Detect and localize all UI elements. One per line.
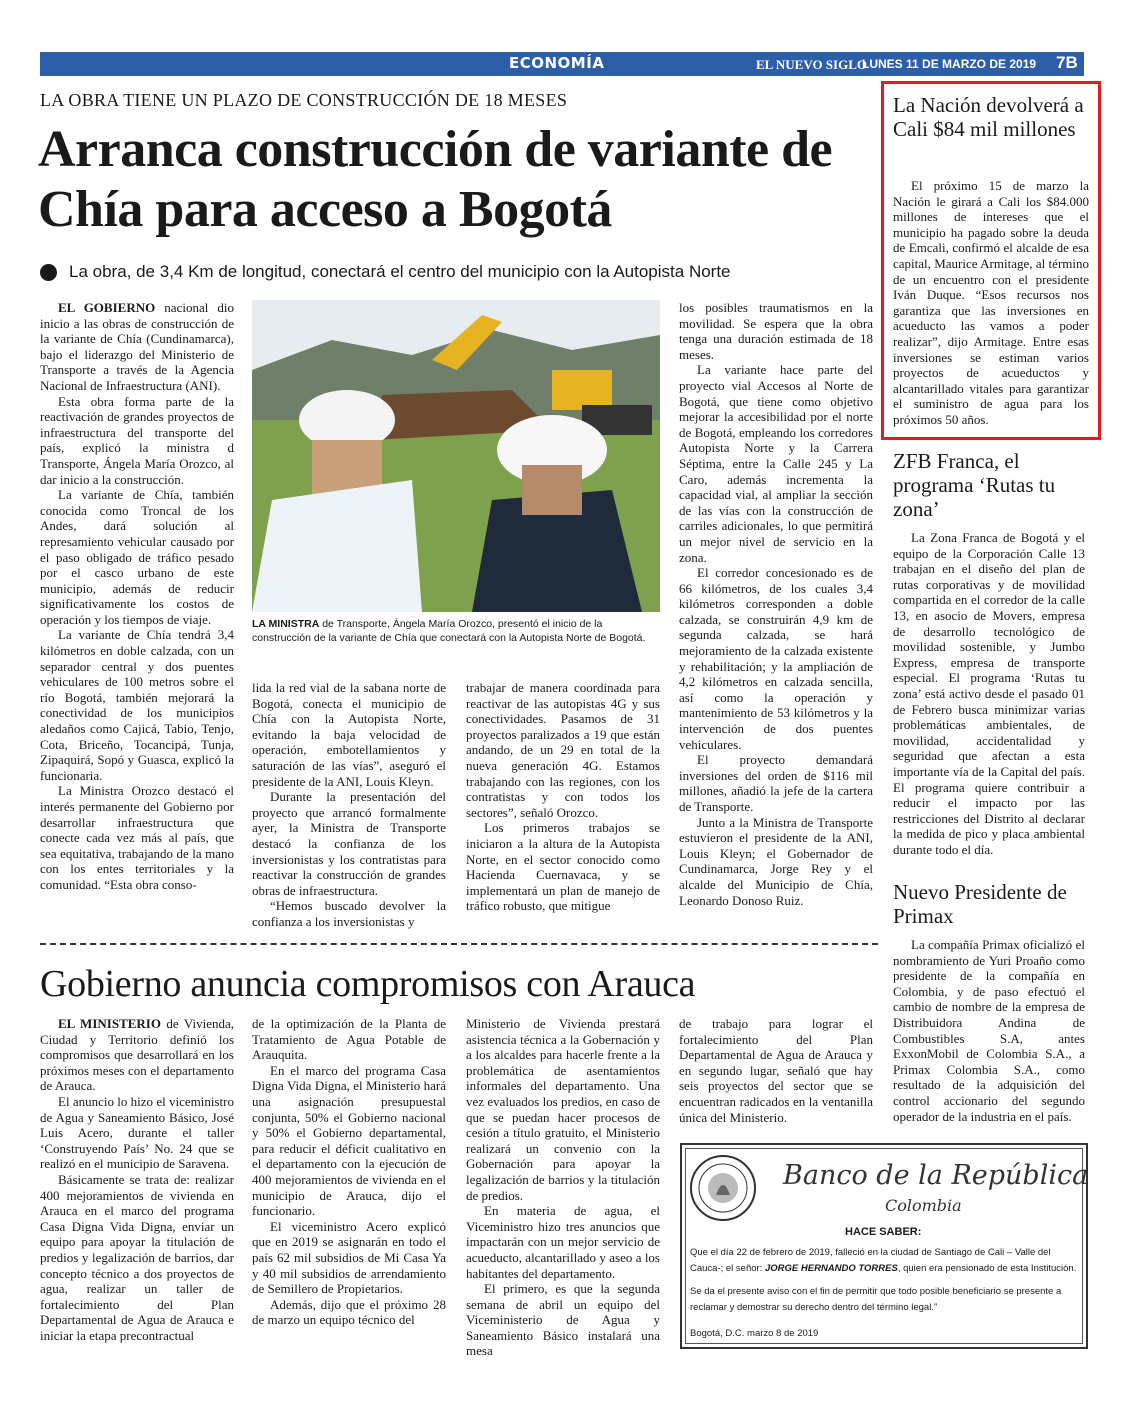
story-column-2 (252, 680, 446, 930)
paragraph: La Zona Franca de Bogotá y el equipo de la Corporación Calle 13 trabajan en el diseño del plan de rutas corporativas y de movilidad compartida en el corredor de la calle 13, en asocio de Movers, empresa de desarrollo tecnológico de movilidad sostenible, y Jumbo Express, empresa de transporte especial. El programa ‘Rutas tu zona’ está activo desde el pasado 01 de Febrero busca minimizar varias problemáticas ambientales, de movilidad, accidentalidad y seguridad que afectan a esta importante vía de la Capital del país. El programa quiere contribuir a reducir el impacto por las restricciones del Distrito al declarar la medida de pico y placa ambiental durante todo el día. (893, 530, 1085, 857)
brief3-body (893, 937, 1085, 1124)
story2-column-2 (252, 1016, 446, 1328)
issue-date: LUNES 11 DE MARZO DE 2019 (862, 57, 1037, 71)
paragraph: El próximo 15 de marzo la Nación le girará a Cali los $84.000 millones de intereses que el municipio ha pagado sobre la deuda de Emcali, confirmó el alcalde de esa capital, Maurice Armitage, al término de un encuentro con el presidente Iván Duque. “Esos recursos nos garantiza que las inversiones en acueducto las vamos a poder realizar”, dijo Armitage. Entre esas inversiones se estiman varios proyectos de acueductos y alcantarillado vitales para garantizar el suministro de agua para los próximos 50 años. (893, 178, 1089, 427)
paragraph: de trabajo para lograr el fortalecimiento del Plan Departamental de Agua de Arauca y en segundo lugar, señaló que hay seis proyectos del sector que se encuentran radicados en la ventanilla única del Ministerio. (679, 1016, 873, 1125)
paragraph: Ministerio de Vivienda prestará asistencia técnica a la Gobernación y a los alcaldes para hacerle frente a la problemática de asentamientos informales del departamento. Una vez evaluados los predios, en caso de que se puedan hacer procesos de cesión a título gratuito, el Ministerio realizará un convenio con la Gobernación para apoyar la legalización de barrios y la titulación de predios. (466, 1016, 660, 1203)
paragraph: El proyecto demandará inversiones del orden de $116 mil millones, añadió la jefe de la cartera de Transporte. (679, 752, 873, 814)
bank-seal-icon (690, 1155, 756, 1221)
paragraph: El primero, es que la segunda semana de abril un equipo del Viceministerio de Agua y Saneamiento Básico instalará una mesa (466, 1281, 660, 1359)
paragraph: EL GOBIERNO nacional dio inicio a las obras de construcción de la variante de Chía (Cundinamarca), bajo el liderazgo del Ministerio de Transporte a través de la Agencia Nacional de Infraestructura (ANI). (40, 300, 235, 393)
brief3-title: Nuevo Presidente de Primax (893, 880, 1067, 928)
photo-illustration (252, 300, 660, 612)
paragraph: trabajar de manera coordinada para reactivar de las autopistas 4G y sus conectividades. Pasamos de 31 proyectos paralizados a 19 que están andando, de un 29 en total de la nueva generación 4G. Estamos trabajando con las regiones, con los contratistas y con todos los sectores”, señaló Orozco. (466, 680, 660, 820)
paragraph: lida la red vial de la sabana norte de Bogotá, conecta el municipio de Chía con la Autopista Norte, evitando la baja velocidad de operación, embotellamientos y saturación de las vías”, aseguró el presidente de la ANI, Louis Kleyn. (252, 680, 446, 789)
bullet-icon (40, 264, 57, 281)
brief2-title: ZFB Franca, el programa ‘Rutas tu zona’ (893, 449, 1056, 521)
paragraph: La variante hace parte del proyecto vial Accesos al Norte de Bogotá, que tiene como objetivo mejorar la accesibilidad por el norte de Bogotá, empleando los corredores Autopista Norte y la Carrera Séptima, entre la Calle 245 y La Caro, además incrementa la capacidad vial, al ampliar la sección de las vías con la construcción de carriles adicionales, lo que permitirá un mejor nivel de servicio en la zona. (679, 362, 873, 565)
story-column-4 (679, 300, 873, 908)
paragraph: Esta obra forma parte de la reactivación de grandes proyectos de infraestructura del transporte del país, explicó la ministra d Transporte, Ángela María Orozco, al dar inicio a la construcción. (40, 393, 234, 487)
subhead-text: La obra, de 3,4 Km de longitud, conectará el centro del municipio con la Autopista Norte (69, 262, 731, 281)
story-headline: Arranca construcción de variante de Chía para acceso a Bogotá (38, 121, 833, 238)
paragraph: Básicamente se trata de: realizar 400 mejoramientos de vivienda en Arauca en el marco del programa Casa Digna Vida Digna, enviar un equipo para apoyar la titulación de predios y legalización de barrios, dar concepto técnico a dos proyectos de agua, realizar un taller de fortalecimiento del Plan Departamental de Agua de Arauca e iniciar la etapa precontractual (40, 1171, 234, 1343)
paragraph: La Ministra Orozco destacó el interés permanente del Gobierno por desarrollar infraestructura que conecte cada vez más al país, que sea equitativa, trabajando de la mano con los entes territoriales y la comunidad. “Esta obra conso- (40, 783, 234, 892)
section-name: ECONOMÍA (509, 54, 605, 72)
notice-text-2: Se da el presente aviso con el fin de permitir que todo posible beneficiario se presente a reclamar y demostrar su derecho dentro del término legal.” (690, 1286, 1062, 1313)
section-divider (40, 943, 878, 945)
bank-country: Colombia (885, 1196, 962, 1215)
story2-column-4 (679, 1016, 873, 1125)
story2-column-1 (40, 1016, 234, 1343)
brief1-title: La Nación devolverá a Cali $84 mil millones (893, 93, 1084, 141)
seal-graphic (692, 1157, 754, 1219)
story2-column-3 (466, 1016, 660, 1359)
paragraph: La compañía Primax oficializó el nombramiento de Yuri Proaño como presidente de la compañía en Colombia, y de paso efectuó el cambio de nombre de la empresa de Distribuidora Andina de Combustibles S.A, antes ExxonMobil de Colombia S.A., a Primax Colombia S.A., como resultado de la adquisición del control accionario del segundo operador de la industria en el país. (893, 937, 1085, 1124)
paragraph: Los primeros trabajos se iniciaron a la altura de la Autopista Norte, en el sector conocido como Hacienda Cuernavaca, y se implementará un plan de manejo de tráfico robusto, que mitigue (466, 820, 660, 914)
notice-text-1: Que el día 22 de febrero de 2019, falleció en la ciudad de Santiago de Cali – Valle del Cauca-; el señor: JORGE HERNANDO TORRES, quien era pensionado de esta Institución. (690, 1247, 1077, 1274)
paragraph: La variante de Chía, también conocida como Troncal de los Andes, dará solución al represamiento vehicular causado por el paso obligado de tráfico pesado por el casco urbano de este municipio, además de reducir significativamente los costos de operación y los tiempos de viaje. (40, 487, 234, 627)
notice-date: Bogotá, D.C. marzo 8 de 2019 (690, 1328, 819, 1339)
paragraph: Además, dijo que el próximo 28 de marzo un equipo técnico del (252, 1296, 446, 1328)
story-photo (252, 300, 660, 612)
newspaper-name: EL NUEVO SIGLO (756, 57, 867, 72)
paragraph: En materia de agua, el Viceministro hizo tres anuncios que impactarán con un mejor servicio de acueducto, alcantarillado y aseo a los habitantes del departamento. (466, 1203, 660, 1281)
paragraph: Durante la presentación del proyecto que arrancó formalmente ayer, la Ministra de Transporte destacó la confianza de los inversionistas y los contratistas para reactivar la construcción de grandes obras de infraestructura. (252, 789, 446, 898)
paragraph: EL MINISTERIO de Vivienda, Ciudad y Territorio definió los compromisos que desarrollará en los próximos meses con el departamento de Arauca. (40, 1016, 234, 1094)
deceased-name: JORGE HERNANDO TORRES (764, 1263, 898, 1274)
paragraph: La variante de Chía tendrá 3,4 kilómetros en doble calzada, con un separador central y dos puentes vehiculares de 100 metros sobre el río Bogotá, también mejorará la conectividad de los municipios aledaños como Cajicá, Tabio, Tenjo, Cota, Briceño, Tocancipá, Tunja, Zipaquirá, Sopó y Guasca, explicó la funcionaria. (40, 627, 234, 783)
photo-caption (252, 617, 660, 645)
caption-text: de Transporte, Ángela María Orozco, presentó el inicio de la construcción de la variante de Chía que conectará con la Autopista Norte de Bogotá. (252, 618, 646, 644)
caption-lead: LA MINISTRA (252, 618, 320, 630)
lead-word: EL MINISTERIO (58, 1016, 161, 1031)
paragraph: los posibles traumatismos en la movilidad. Se espera que la obra tenga una duración estimada de 18 meses. (679, 300, 873, 362)
story2-headline: Gobierno anuncia compromisos con Arauca (40, 963, 696, 1005)
story-column-1 (40, 300, 234, 893)
paragraph: de la optimización de la Planta de Tratamiento de Agua Potable de Arauquita. (252, 1016, 446, 1063)
story-kicker: LA OBRA TIENE UN PLAZO DE CONSTRUCCIÓN DE 18 MESES (40, 90, 568, 110)
page-number: 7B (1056, 53, 1078, 72)
story-column-3 (466, 680, 660, 914)
story-subhead (40, 262, 731, 282)
brief2-body (893, 530, 1085, 857)
bank-name: Banco de la República (783, 1160, 1089, 1191)
paragraph: “Hemos buscado devolver la confianza a los inversionistas y (252, 898, 446, 929)
lead-word: EL GOBIERNO (58, 300, 156, 315)
paragraph: El anuncio lo hizo el viceministro de Agua y Saneamiento Básico, José Luis Acero, durante el taller ‘Construyendo País’ No. 24 que se realizó en el municipio de Saravena. (40, 1093, 234, 1172)
brief1-body (893, 178, 1089, 428)
notice-heading: HACE SABER: (845, 1226, 922, 1238)
paragraph: En el marco del programa Casa Digna Vida Digna, el Ministerio hará una asignación presupuestal conjunta, 50% el Gobierno nacional y 50% el Gobierno departamental, para reducir el déficit cualitativo en el departamento con la ejecución de 400 mejoramientos de vivienda en el municipio de Arauca, dijo el funcionario. (252, 1062, 446, 1219)
paragraph: Junto a la Ministra de Transporte estuvieron el presidente de la ANI, Louis Kleyn; el Gobernador de Cundinamarca, Jorge Rey y el alcalde del Municipio de Chía, Leonardo Donoso Ruiz. (679, 814, 873, 908)
paragraph: El corredor concesionado es de 66 kilómetros, de los cuales 3,4 kilómetros corresponden a doble calzada, se construirán 4,9 km de segunda calzada, se hará mejoramiento de la calzada existente y rehabilitación; y la ampliación de 4,2 kilómetros en calzada sencilla, así como la operación y mantenimiento de 53 kilómetros y la intervención de dos puentes vehiculares. (679, 565, 873, 752)
paragraph: El viceministro Acero explicó que en 2019 se asignarán en todo el país 62 mil subsidios de Mi Casa Ya y 40 mil subsidios de arrendamiento de Semillero de Propietarios. (252, 1218, 446, 1297)
